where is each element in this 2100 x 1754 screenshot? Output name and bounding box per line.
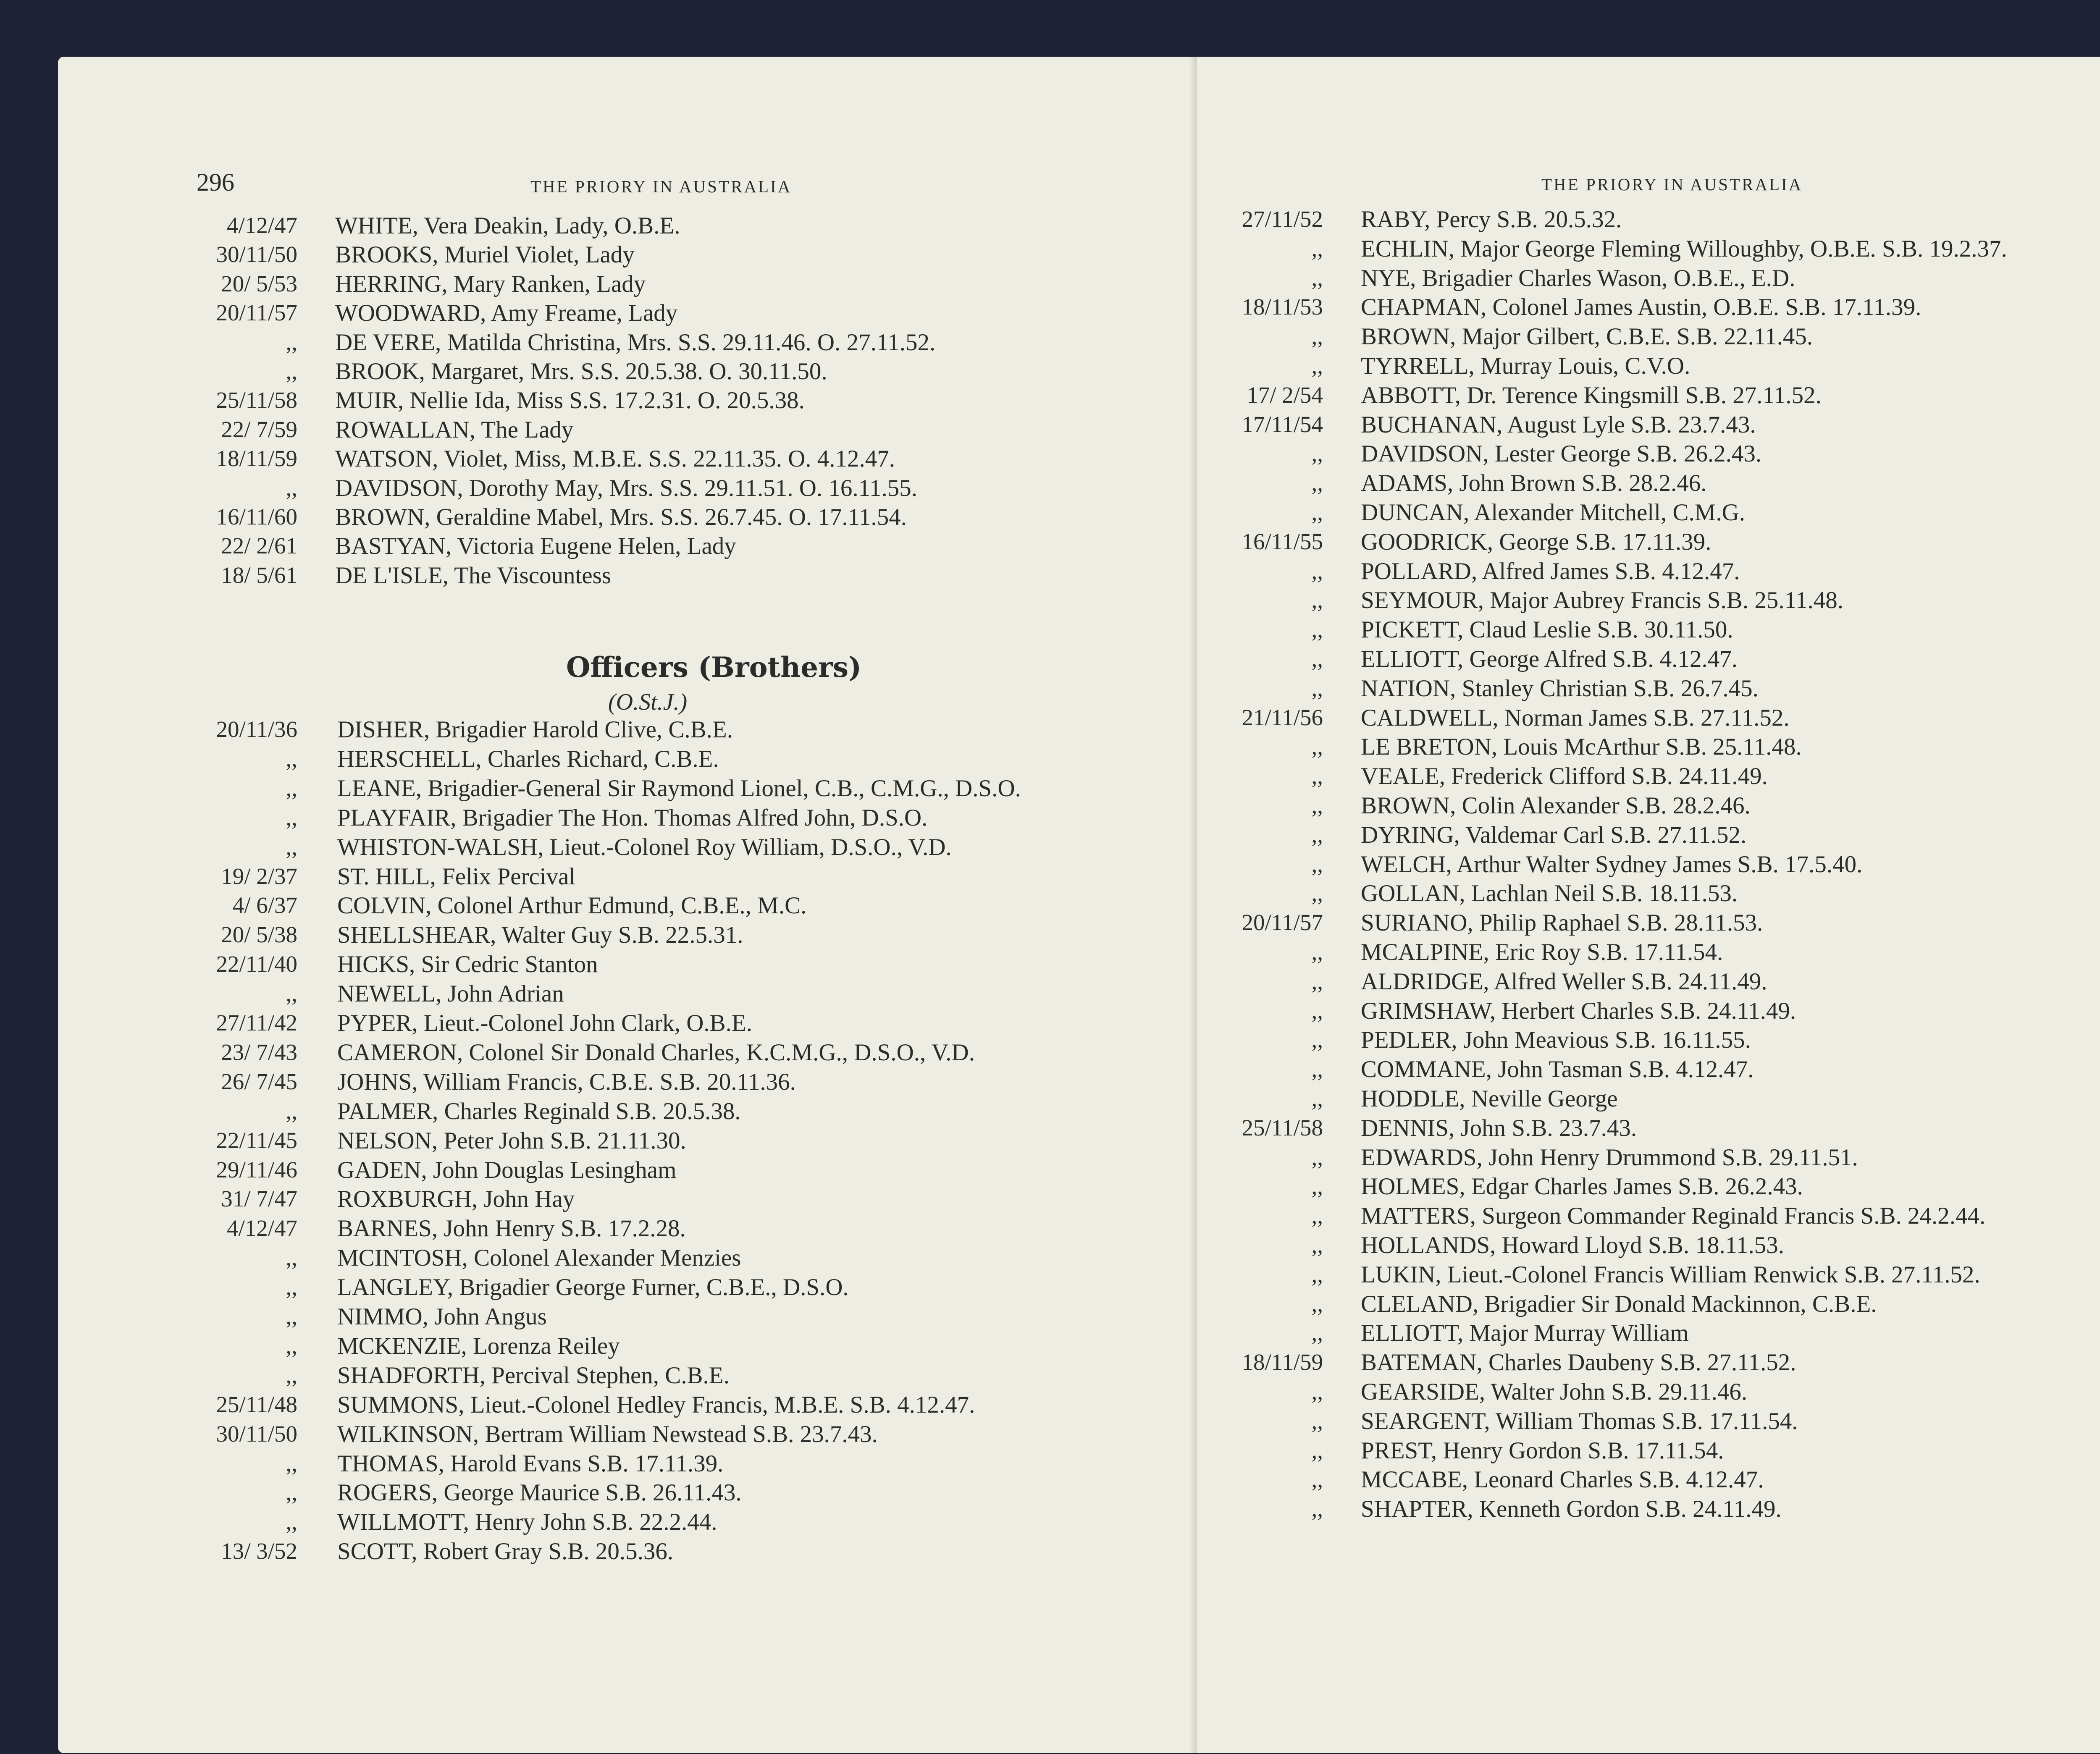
entry-text: PYPER, Lieut.-Colonel John Clark, O.B.E. [337, 1010, 752, 1036]
entry-date: ,, [1311, 235, 1323, 261]
entry-text: MCINTOSH, Colonel Alexander Menzies [337, 1245, 741, 1272]
entry-text: WATSON, Violet, Miss, M.B.E. S.S. 22.11.35. O. 4.12.47. [335, 446, 895, 472]
entry-date: 20/ 5/38 [221, 922, 297, 948]
entry-date: ,, [286, 329, 297, 355]
entry-date: ,, [1311, 646, 1323, 671]
entry-text: HERRING, Mary Ranken, Lady [335, 270, 646, 297]
entry-date: ,, [1311, 1085, 1323, 1111]
entry-date: 20/ 5/53 [221, 270, 297, 296]
entry-text: CAMERON, Colonel Sir Donald Charles, K.C.M.G., D.S.O., V.D. [337, 1039, 975, 1066]
entry-text: MCKENZIE, Lorenza Reiley [337, 1332, 620, 1359]
entry-date: ,, [1311, 1027, 1323, 1053]
entry-date: 29/11/46 [216, 1156, 297, 1182]
entry-text: NYE, Brigadier Charles Wason, O.B.E., E.D. [1361, 265, 1796, 291]
entry-date: 25/11/48 [216, 1391, 297, 1417]
entry-date: ,, [1311, 792, 1323, 818]
entry-text: WILKINSON, Bertram William Newstead S.B. 23.7.43. [337, 1421, 878, 1447]
entry-text: SEYMOUR, Major Aubrey Francis S.B. 25.11.48. [1361, 587, 1843, 614]
entry-text: WELCH, Arthur Walter Sydney James S.B. 17.5.40. [1361, 851, 1863, 878]
entry-text: SHELLSHEAR, Walter Guy S.B. 22.5.31. [337, 922, 743, 949]
entry-text: WOODWARD, Amy Freame, Lady [335, 300, 678, 327]
entry-text: EDWARDS, John Henry Drummond S.B. 29.11.51. [1361, 1144, 1858, 1171]
entry-text: HICKS, Sir Cedric Stanton [337, 951, 598, 978]
entry-text: HOLMES, Edgar Charles James S.B. 26.2.43. [1361, 1173, 1803, 1200]
entry-text: GOLLAN, Lachlan Neil S.B. 18.11.53. [1361, 880, 1738, 907]
entry-text: GADEN, John Douglas Lesingham [337, 1156, 677, 1183]
section-subtitle: (O.St.J.) [608, 689, 688, 715]
entry-text: MUIR, Nellie Ida, Miss S.S. 17.2.31. O. 20.5.38. [335, 387, 805, 414]
entry-text: DAVIDSON, Lester George S.B. 26.2.43. [1361, 440, 1762, 467]
entry-date: ,, [1311, 1261, 1323, 1287]
entry-date: 25/11/58 [1242, 1114, 1323, 1140]
entry-text: SHADFORTH, Percival Stephen, C.B.E. [337, 1362, 730, 1389]
entry-text: ABBOTT, Dr. Terence Kingsmill S.B. 27.11.52. [1361, 382, 1822, 409]
entry-date: ,, [1311, 558, 1323, 584]
entry-text: PALMER, Charles Reginald S.B. 20.5.38. [337, 1098, 741, 1125]
entry-date: ,, [286, 475, 297, 501]
running-head: THE PRIORY IN AUSTRALIA [1541, 175, 1803, 194]
entry-text: BATEMAN, Charles Daubeny S.B. 27.11.52. [1361, 1349, 1796, 1376]
entry-date: 20/11/36 [216, 716, 297, 742]
entry-date: 27/11/52 [1242, 206, 1323, 232]
entry-text: ADAMS, John Brown S.B. 28.2.46. [1361, 470, 1707, 497]
entry-text: BROOK, Margaret, Mrs. S.S. 20.5.38. O. 30.11.50. [335, 358, 827, 385]
entry-date: 18/11/59 [216, 446, 297, 472]
entry-text: THOMAS, Harold Evans S.B. 17.11.39. [337, 1450, 724, 1477]
entry-text: DENNIS, John S.B. 23.7.43. [1361, 1114, 1637, 1141]
entry-date: 23/ 7/43 [221, 1039, 297, 1065]
entry-text: MCCABE, Leonard Charles S.B. 4.12.47. [1361, 1466, 1764, 1493]
entry-text: GRIMSHAW, Herbert Charles S.B. 24.11.49. [1361, 997, 1796, 1024]
entry-date: ,, [1311, 440, 1323, 467]
entry-date: ,, [286, 804, 297, 830]
entry-text: GOODRICK, George S.B. 17.11.39. [1361, 528, 1712, 555]
entry-text: SURIANO, Philip Raphael S.B. 28.11.53. [1361, 910, 1763, 936]
entry-text: SEARGENT, William Thomas S.B. 17.11.54. [1361, 1408, 1798, 1434]
entry-date: ,, [1311, 675, 1323, 701]
entry-date: ,, [286, 981, 297, 1007]
entry-text: CLELAND, Brigadier Sir Donald Mackinnon, C.B.E. [1361, 1290, 1877, 1317]
entry-date: 22/11/45 [216, 1127, 297, 1153]
entry-date: ,, [1311, 1173, 1323, 1199]
entry-date: 22/ 7/59 [221, 416, 297, 442]
entry-date: ,, [1311, 1466, 1323, 1492]
entry-date: 30/11/50 [216, 241, 297, 267]
entry-text: TYRRELL, Murray Louis, C.V.O. [1361, 353, 1690, 379]
left-page [58, 57, 1205, 1753]
right-page [1197, 57, 2100, 1753]
entry-date: ,, [1311, 1408, 1323, 1434]
entry-date: ,, [286, 1332, 297, 1358]
entry-text: ST. HILL, Felix Percival [337, 863, 576, 890]
entry-date: ,, [1311, 1203, 1323, 1229]
entry-date: ,, [286, 745, 297, 771]
entry-date: ,, [1311, 851, 1323, 877]
entry-date: ,, [1311, 1437, 1323, 1463]
entry-date: 25/11/58 [216, 387, 297, 413]
entry-date: 22/11/40 [216, 951, 297, 977]
entry-text: ROXBURGH, John Hay [337, 1186, 575, 1213]
entry-date: ,, [1311, 587, 1323, 613]
entry-date: ,, [1311, 1232, 1323, 1258]
entry-date: ,, [286, 1098, 297, 1124]
entry-text: NEWELL, John Adrian [337, 981, 564, 1007]
entry-text: DE L'ISLE, The Viscountess [335, 562, 612, 589]
entry-date: ,, [286, 1274, 297, 1300]
section-title: Officers (Brothers) [566, 651, 862, 684]
entry-text: DE VERE, Matilda Christina, Mrs. S.S. 29.11.46. O. 27.11.52. [335, 329, 936, 356]
entry-text: CALDWELL, Norman James S.B. 27.11.52. [1361, 704, 1790, 731]
entry-text: MATTERS, Surgeon Commander Reginald Francis S.B. 24.2.44. [1361, 1203, 1986, 1230]
entry-date: ,, [1311, 1496, 1323, 1522]
entry-text: RABY, Percy S.B. 20.5.32. [1361, 206, 1622, 233]
entry-date: 16/11/55 [1242, 528, 1323, 554]
entry-date: 31/ 7/47 [221, 1186, 297, 1212]
entry-date: ,, [1311, 353, 1323, 378]
entry-date: ,, [286, 1245, 297, 1271]
entry-date: ,, [1311, 1290, 1323, 1316]
entry-date: ,, [1311, 880, 1323, 906]
entry-text: SCOTT, Robert Gray S.B. 20.5.36. [337, 1538, 674, 1565]
entry-date: ,, [1311, 499, 1323, 525]
entry-text: POLLARD, Alfred James S.B. 4.12.47. [1361, 558, 1740, 585]
entry-text: DUNCAN, Alexander Mitchell, C.M.G. [1361, 499, 1746, 526]
entry-text: ELLIOTT, Major Murray William [1361, 1320, 1689, 1347]
entry-date: ,, [286, 1479, 297, 1505]
entry-text: HERSCHELL, Charles Richard, C.B.E. [337, 745, 719, 772]
entry-date: 18/11/59 [1242, 1349, 1323, 1375]
entry-text: BROWN, Major Gilbert, C.B.E. S.B. 22.11.45. [1361, 323, 1813, 350]
entry-date: ,, [1311, 265, 1323, 291]
entry-text: PEDLER, John Meavious S.B. 16.11.55. [1361, 1027, 1751, 1054]
entry-date: 13/ 3/52 [221, 1538, 297, 1564]
entry-date: 4/12/47 [226, 212, 297, 238]
entry-date: ,, [286, 1303, 297, 1329]
entry-date: ,, [1311, 470, 1323, 496]
entry-date: ,, [1311, 1379, 1323, 1404]
entry-text: JOHNS, William Francis, C.B.E. S.B. 20.11.36. [337, 1068, 796, 1095]
entry-date: 4/ 6/37 [232, 892, 297, 918]
entry-date: 30/11/50 [216, 1421, 297, 1447]
entry-date: 4/12/47 [226, 1215, 297, 1241]
entry-text: LUKIN, Lieut.-Colonel Francis William Renwick S.B. 27.11.52. [1361, 1261, 1980, 1288]
entry-date: ,, [1311, 616, 1323, 642]
entry-date: 17/11/54 [1242, 411, 1323, 437]
entry-text: BROOKS, Muriel Violet, Lady [335, 241, 635, 268]
entry-text: SHAPTER, Kenneth Gordon S.B. 24.11.49. [1361, 1496, 1782, 1523]
entry-date: ,, [286, 1362, 297, 1388]
entry-date: 20/11/57 [216, 300, 297, 326]
entry-text: DYRING, Valdemar Carl S.B. 27.11.52. [1361, 821, 1747, 848]
entry-date: ,, [1311, 734, 1323, 760]
entry-text: NATION, Stanley Christian S.B. 26.7.45. [1361, 675, 1759, 702]
entry-text: WHITE, Vera Deakin, Lady, O.B.E. [335, 212, 680, 239]
entry-text: WHISTON-WALSH, Lieut.-Colonel Roy William, D.S.O., V.D. [337, 834, 952, 860]
entry-text: COMMANE, John Tasman S.B. 4.12.47. [1361, 1056, 1754, 1083]
entry-text: BARNES, John Henry S.B. 17.2.28. [337, 1215, 686, 1242]
entry-text: SUMMONS, Lieut.-Colonel Hedley Francis, M.B.E. S.B. 4.12.47. [337, 1391, 975, 1418]
entry-text: BASTYAN, Victoria Eugene Helen, Lady [335, 533, 736, 560]
entry-text: PLAYFAIR, Brigadier The Hon. Thomas Alfred John, D.S.O. [337, 804, 928, 831]
entry-date: ,, [1311, 997, 1323, 1023]
entry-text: WILLMOTT, Henry John S.B. 22.2.44. [337, 1509, 717, 1536]
entry-text: ALDRIDGE, Alfred Weller S.B. 24.11.49. [1361, 968, 1767, 995]
entry-text: ROWALLAN, The Lady [335, 416, 574, 443]
entry-date: 22/ 2/61 [221, 533, 297, 559]
entry-text: PREST, Henry Gordon S.B. 17.11.54. [1361, 1437, 1724, 1464]
entry-text: VEALE, Frederick Clifford S.B. 24.11.49. [1361, 763, 1768, 790]
entry-date: ,, [1311, 1144, 1323, 1170]
entry-text: NELSON, Peter John S.B. 21.11.30. [337, 1127, 686, 1154]
entry-date: ,, [286, 358, 297, 384]
entry-date: 19/ 2/37 [221, 863, 297, 889]
entry-date: 27/11/42 [216, 1010, 297, 1036]
entry-text: MCALPINE, Eric Roy S.B. 17.11.54. [1361, 939, 1723, 965]
entry-date: ,, [286, 834, 297, 860]
entry-text: GEARSIDE, Walter John S.B. 29.11.46. [1361, 1379, 1748, 1405]
entry-date: ,, [1311, 821, 1323, 847]
entry-text: CHAPMAN, Colonel James Austin, O.B.E. S.B. 17.11.39. [1361, 294, 1922, 321]
entry-text: PICKETT, Claud Leslie S.B. 30.11.50. [1361, 616, 1733, 643]
entry-text: ELLIOTT, George Alfred S.B. 4.12.47. [1361, 646, 1738, 672]
entry-date: 17/ 2/54 [1247, 382, 1323, 408]
entry-date: 20/11/57 [1242, 910, 1323, 936]
entry-text: DISHER, Brigadier Harold Clive, C.B.E. [337, 716, 733, 743]
entry-date: ,, [286, 1509, 297, 1535]
entry-date: ,, [1311, 1320, 1323, 1346]
entry-date: ,, [1311, 1056, 1323, 1082]
entry-text: LANGLEY, Brigadier George Furner, C.B.E., D.S.O. [337, 1274, 849, 1301]
entry-date: ,, [286, 775, 297, 801]
entry-date: 26/ 7/45 [221, 1068, 297, 1094]
entry-text: HOLLANDS, Howard Lloyd S.B. 18.11.53. [1361, 1232, 1785, 1258]
entry-date: ,, [1311, 939, 1323, 965]
entry-date: ,, [1311, 968, 1323, 994]
entry-text: BUCHANAN, August Lyle S.B. 23.7.43. [1361, 411, 1756, 438]
entry-text: LEANE, Brigadier-General Sir Raymond Lionel, C.B., C.M.G., D.S.O. [337, 775, 1021, 802]
entry-text: HODDLE, Neville George [1361, 1085, 1618, 1112]
entry-date: 21/11/56 [1242, 704, 1323, 730]
entry-text: ROGERS, George Maurice S.B. 26.11.43. [337, 1479, 742, 1506]
running-head: THE PRIORY IN AUSTRALIA [530, 177, 792, 196]
entry-text: BROWN, Colin Alexander S.B. 28.2.46. [1361, 792, 1751, 819]
entry-text: BROWN, Geraldine Mabel, Mrs. S.S. 26.7.45. O. 17.11.54. [335, 504, 907, 530]
entry-date: 16/11/60 [216, 504, 297, 530]
entry-text: NIMMO, John Angus [337, 1303, 547, 1330]
entry-date: ,, [286, 1450, 297, 1476]
entry-text: ECHLIN, Major George Fleming Willoughby, O.B.E. S.B. 19.2.37. [1361, 235, 2007, 262]
entry-date: 18/ 5/61 [221, 562, 297, 588]
entry-text: LE BRETON, Louis McArthur S.B. 25.11.48. [1361, 734, 1802, 760]
entry-text: DAVIDSON, Dorothy May, Mrs. S.S. 29.11.51. O. 16.11.55. [335, 475, 918, 501]
entry-date: ,, [1311, 763, 1323, 789]
page-number: 296 [197, 168, 234, 196]
entry-text: COLVIN, Colonel Arthur Edmund, C.B.E., M.C. [337, 892, 807, 919]
entry-date: 18/11/53 [1242, 294, 1323, 320]
entry-date: ,, [1311, 323, 1323, 349]
